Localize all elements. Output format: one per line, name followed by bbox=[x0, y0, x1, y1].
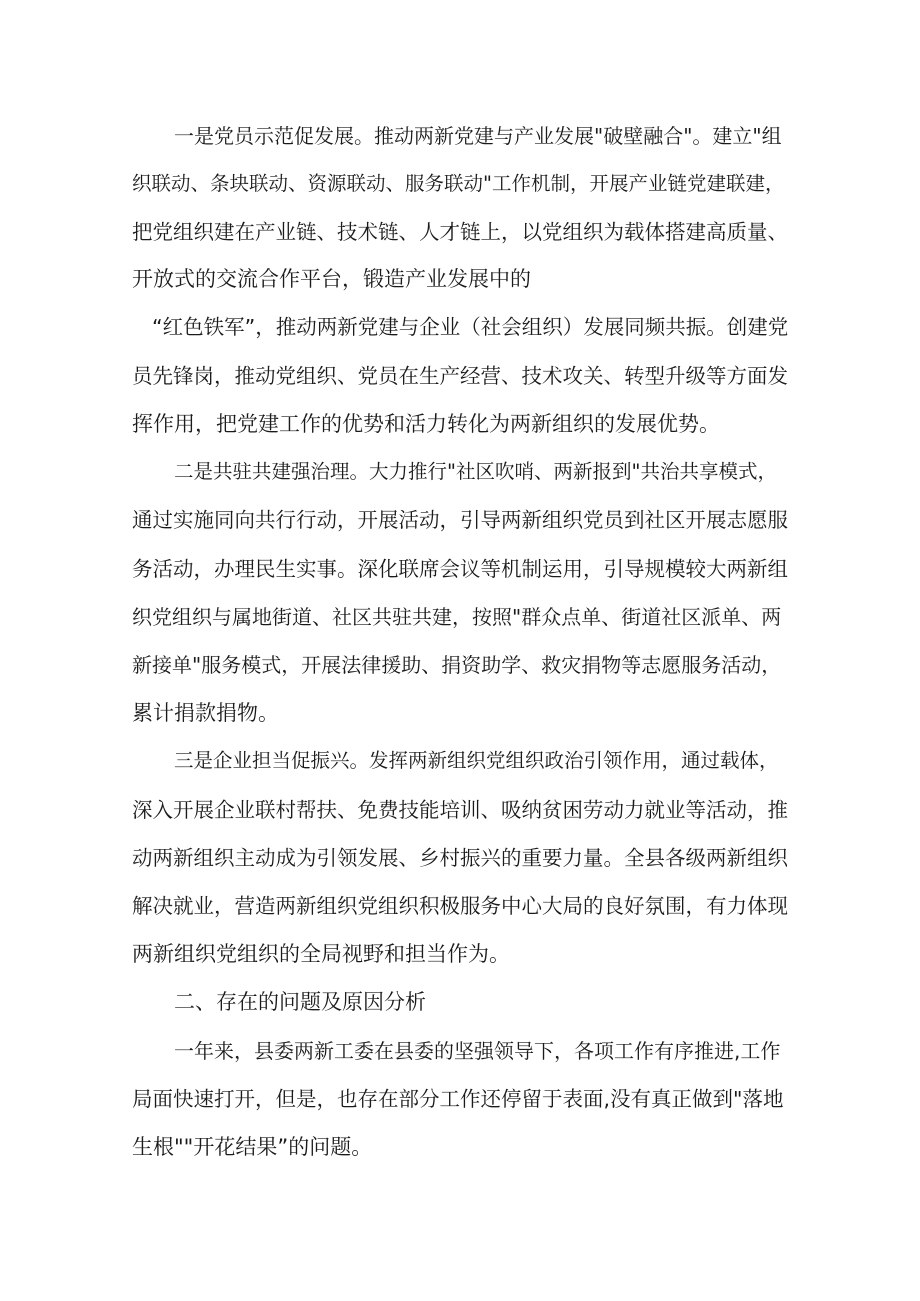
text-line: 织党组织与属地街道、社区共驻共建，按照"群众点单、街道社区派单、两 bbox=[132, 605, 782, 629]
text-line: 把党组织建在产业链、技术链、人才链上，以党组织为载体搭建高质量、 bbox=[132, 220, 788, 244]
text-line: 二是共驻共建强治理。大力推行"社区吹哨、两新报到"共治共享模式， bbox=[174, 460, 777, 483]
text-line: 挥作用，把党建工作的优势和活力转化为两新组织的发展优势。 bbox=[132, 412, 720, 436]
text-line: 开放式的交流合作平台，锻造产业发展中的 bbox=[132, 267, 531, 291]
text-line: 员先锋岗，推动党组织、党员在生产经营、技术攻关、转型升级等方面发 bbox=[132, 364, 788, 388]
text-line: 一是党员示范促发展。推动两新党建与产业发展"破壁融合"。建立"组 bbox=[174, 124, 782, 148]
text-line: 新接单"服务模式，开展法律援助、捐资助学、救灾捐物等志愿服务活动， bbox=[132, 653, 782, 677]
text-line: 生根""开花结果”的问题。 bbox=[132, 1135, 373, 1159]
section-heading: 二、存在的问题及原因分析 bbox=[174, 990, 426, 1014]
text-line: 三是企业担当促振兴。发挥两新组织党组织政治引领作用，通过载体， bbox=[174, 749, 779, 772]
text-line: 两新组织党组织的全局视野和担当作为。 bbox=[132, 942, 510, 966]
text-line: 织联动、条块联动、资源联动、服务联动"工作机制，开展产业链党建联建， bbox=[132, 172, 785, 195]
text-line: 动两新组织主动成为引领发展、乡村振兴的重要力量。全县各级两新组织 bbox=[132, 846, 788, 870]
text-line: 累计捐款捐物。 bbox=[132, 701, 279, 725]
text-line: 深入开展企业联村帮扶、免费技能培训、吸纳贫困劳动力就业等活动，推 bbox=[132, 798, 788, 822]
text-line: 解决就业，营造两新组织党组织积极服务中心大局的良好氛围，有力体现 bbox=[132, 894, 788, 918]
text-line: 一年来，县委两新工委在县委的坚强领导下，各项工作有序推进,工作 bbox=[174, 1039, 781, 1063]
text-line: “红色铁军”，推动两新党建与企业（社会组织）发展同频共振。创建党 bbox=[152, 315, 789, 339]
text-line: 通过实施同向共行行动，开展活动，引导两新组织党员到社区开展志愿服 bbox=[132, 508, 788, 532]
text-line: 局面快速打开，但是，也存在部分工作还停留于表面,没有真正做到"落地 bbox=[132, 1087, 784, 1111]
text-line: 务活动，办理民生实事。深化联席会议等机制运用，引导规模较大两新组 bbox=[132, 557, 788, 581]
